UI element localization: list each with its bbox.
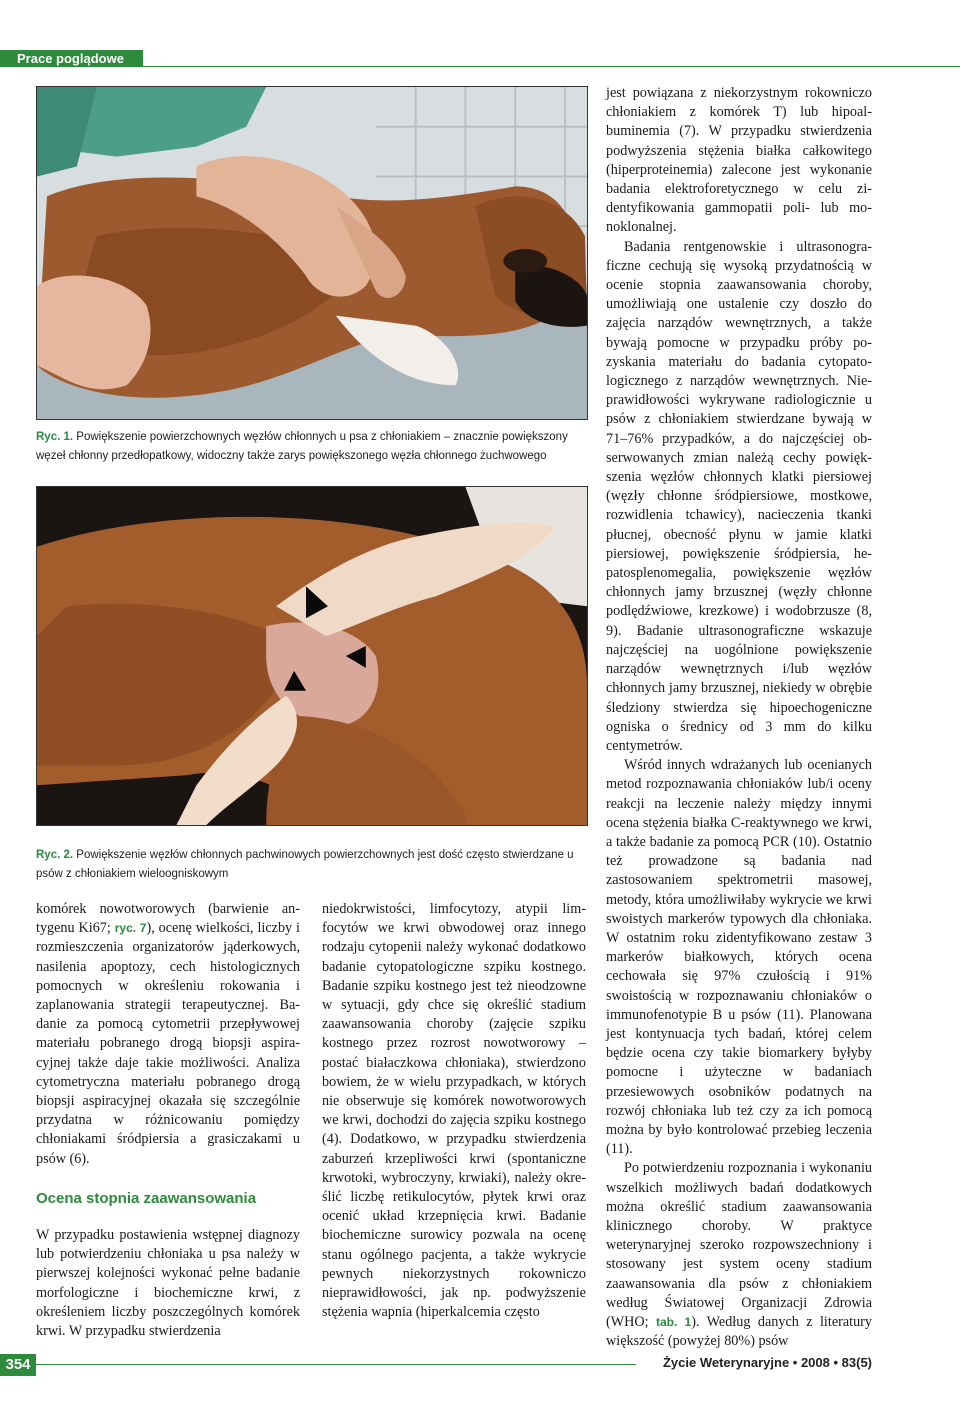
col3-paragraph-2: Badania rentgenowskie i ultrasonograficzne cechują się wysoką przydatnością w ocenie stopnia zaawansowania choroby, umożliwiają one ustalenie czy doszło do zajęcia narządów wewnętrznych, a także bywają pomocne w przypadku próby pozyskania materiału do badania cytopatologicznego z narządów wewnętrznych. Nieprawidłowości wykrywane radiologicznie u psów z chłoniakiem stwierdzane bywają w 71–76% przypadków, a do najczęściej obserwowanych zmian należą cechy powiększenia węzłów chłonnych klatki piersiowej (węzły chłonne śródpiersiowe, mostkowe, rozwidlenia tchawicy), nacieczenia tkanki płucnej, obecność płynu w jamie klatki piersiowej, powiększenie śródpiersia, hepatosplenomegalia, powiększenie węzłów chłonnych jamy brzusznej (węzły chłonne podlędźwiowe, krezkowe) i wodobrzusze (8, 9). Badanie ultrasonograficzne wskazuje najczęściej na uogólnione powiększenie narządów wewnętrznych i/lub węzłów chłonnych jamy brzusznej, niekiedy w obrębie śledziony stwierdza się hipoechogeniczne ogniska o średnicy od 3 mm do kilku centymetrów. — [606, 238, 872, 754]
table-1-reference: tab. 1 — [655, 1315, 692, 1329]
col3-paragraph-1: jest powiązana z niekorzystnym rokowniczo chłoniakiem z komórek T) lub hipoalbuminemia (7). W przypadku stwierdzenia podwyższenia stężenia białka całkowitego (hiperproteinemia) zalecone jest wykonanie badania elektroforetycznego w celu zidentyfikowania gammopatii poli- lub monoklonalnej. — [606, 85, 872, 236]
section-tag: Prace poglądowe — [0, 50, 143, 67]
col1-paragraph-1 — [36, 900, 300, 1169]
figure-2-label: Ryc. 2. — [36, 849, 74, 861]
col3-paragraph-3: Wśród innych wdrażanych lub ocenianych metod rozpoznawania chłoniaków lub/i oceny reakcji na leczenie należy między innymi ocena stężenia białka C-reaktywnego we krwi, a także badanie za pomocą PCR (10). Ostatnio też prowadzone są badania nad zastosowaniem spektrometrii masowej, metody, która umożliwiłaby wykrycie we krwi swoistych markerów typowych dla chłoniaka. W ostatnim roku zidentyfikowano zestaw 3 markerów białkowych, których ocena cechowała się 97% czułością i 91% swoistością w rozpoznawaniu chłoniaków o immunofenotypie B u psów (11). Planowana jest kontynuacja tych badań, której celem będzie ocena czy takie biomarkery byłyby pomocne i użyteczne w badaniach przesiewowych osobników podatnych na rozwój chłoniaka lub też czy za ich pomocą można by było kontrolować przebieg leczenia (11). — [606, 757, 872, 1158]
text-column-1 — [36, 900, 300, 1341]
figure-1-caption — [36, 428, 588, 466]
col1-text-b: ), ocenę wielkości, liczby i rozmieszczenia organizatorów jąderkowych, nasilenia apoptozy, cech histologicznych pomocnych w określeniu rokowania i zaplanowania strategii terapeutycznej. Badanie za pomocą cytometrii przepływowej materiału pobranego drogą biopsji aspiracyjnej także daje takie możliwości. Analiza cytometryczna materiału pobranego drogą biopsji aspiracyjnej okazała się szczególnie przydatna w różnicowaniu pomiędzy chłoniakami śródpiersia a grasiczakami u psów (6). — [36, 920, 300, 1167]
footer-rule — [36, 1364, 636, 1365]
col3-paragraph-4 — [606, 1159, 872, 1351]
figure-2-caption — [36, 846, 588, 884]
figure-7-reference: ryc. 7 — [114, 921, 147, 936]
header-rule — [143, 66, 960, 67]
page-number: 354 — [0, 1354, 36, 1376]
col3-text-b: ). Według danych z literatury większość (powyżej 80%) psów — [606, 1314, 872, 1350]
journal-citation: Życie Weterynaryjne • 2008 • 83(5) — [662, 1355, 872, 1370]
figure-2-text: Powiększenie węzłów chłonnych pachwinowych powierzchownych jest dość często stwierdzane u psów z chłoniakiem wieloogniskowym — [36, 849, 574, 880]
figure-2-photo — [36, 486, 588, 826]
figure-1-photo — [36, 86, 588, 420]
figure-1-label: Ryc. 1. — [36, 431, 74, 443]
col1-paragraph-2: W przypadku postawienia wstępnej diagnozy lub potwierdzeniu chłoniaka u psa należy w pierwszej kolejności wykonać pełne badanie morfologiczne i biochemiczne krwi, z określeniem liczby poszczególnych komórek krwi. W przypadku stwierdzenia — [36, 1227, 300, 1340]
figure-1-text: Powiększenie powierzchownych węzłów chłonnych u psa z chłoniakiem – znacznie powiększony węzeł chłonny przedłopatkowy, widoczny także zarys powiększonego węzła chłonnego żuchwowego — [36, 431, 568, 462]
text-column-2 — [322, 900, 586, 1322]
section-heading: Ocena stopnia zaawansowania — [36, 1189, 257, 1207]
col3-text-a: Po potwierdzeniu rozpoznania i wykonaniu wszelkich możliwych badań dodatkowych można określić stadium zaawansowania klinicznego choroby. W praktyce weterynaryjnej szeroko rozpowszechniony i stosowany jest system oceny stadium zaawansowania dla psów z chłoniakiem według Światowej Organizacji Zdrowia (WHO; — [606, 1160, 872, 1330]
col1-text-a: komórek nowotworowych (barwienie antygenu Ki67; — [36, 901, 300, 937]
text-column-3 — [606, 84, 872, 1351]
col2-paragraph-1: niedokrwistości, limfocytozy, atypii limfocytów we krwi obwodowej oraz innego rodzaju cytopenii należy wykonać dodatkowo badanie cytopatologiczne szpiku kostnego. Badanie szpiku kostnego jest też nieodzowne w sytuacji, gdy chce się określić stadium zaawansowania choroby (zajęcie szpiku kostnego przez rozrost nowotworowy – postać białaczkowa chłoniaka), stwierdzono bowiem, że w wielu przypadkach, w których nie obserwuje się komórek nowotworowych we krwi, dochodzi do zajęcia szpiku kostnego (4). Dodatkowo, w przypadku stwierdzenia zaburzeń krzepliwości krwi (spontaniczne krwotoki, wybroczyny, krwiaki), należy określić liczbę retikulocytów, płytek krwi oraz ocenić układ krzepnięcia krwi. Badanie biochemiczne surowicy pozwala na ocenę stanu ogólnego pacjenta, a także wykrycie pewnych niekorzystnych rokowniczo nieprawidłowości, jak np. podwyższenie stężenia wapnia (hiperkalcemia często — [322, 901, 586, 1321]
